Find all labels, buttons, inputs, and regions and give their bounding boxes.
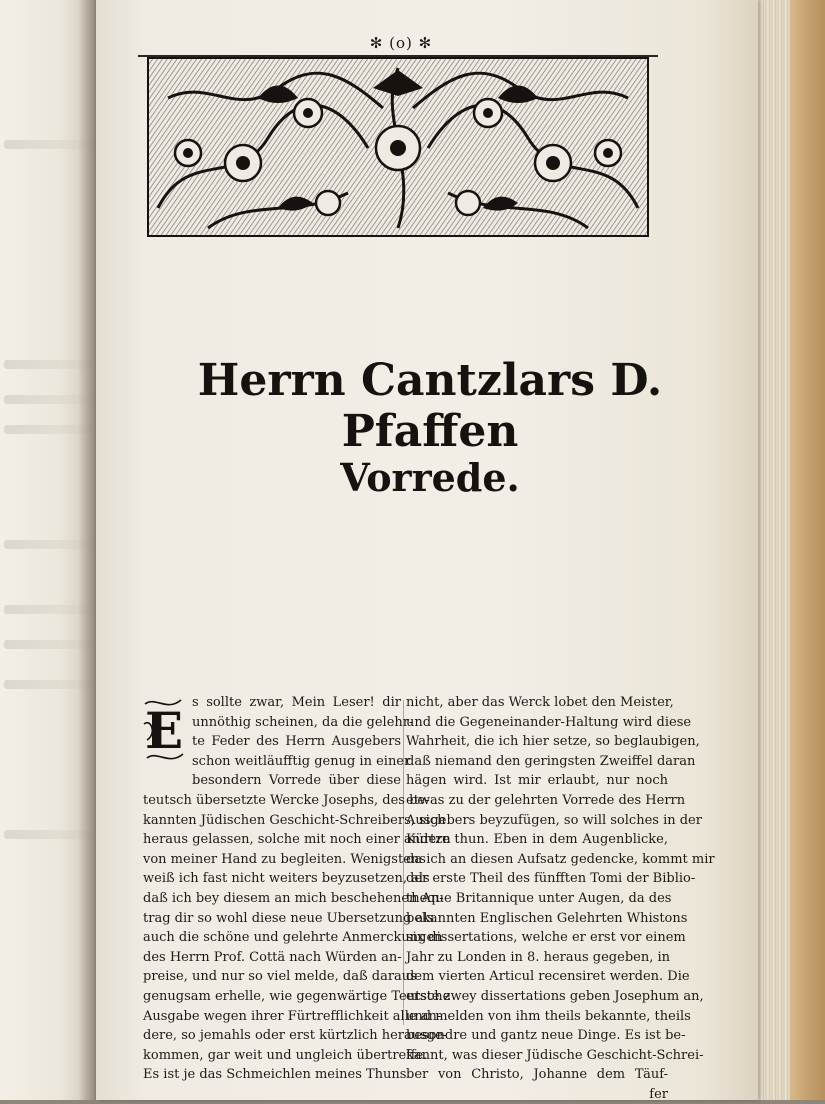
text-line: kommen, gar weit und ungleich übertreffe.: [143, 1047, 428, 1063]
text-line: etwas zu der gelehrten Vorrede des Herrn: [406, 792, 686, 808]
text-line: Jahr zu Londen in 8. heraus gegeben, in: [406, 949, 671, 965]
text-line: Wahrheit, die ich hier setze, so beglaubigen,: [406, 734, 700, 750]
floral-headpiece-ornament: [148, 58, 648, 236]
text-line: von meiner Hand zu begleiten. Wenigstens: [143, 851, 426, 867]
text-line: trag dir so wohl diese neue Ubersetzung als: [143, 910, 435, 926]
text-line: kannt, was dieser Jüdische Geschicht-Schrei-: [406, 1047, 704, 1063]
text-line: heraus gelassen, solche mit noch einer andern: [143, 832, 451, 848]
text-line: te Feder des Herrn Ausgebers: [192, 734, 401, 750]
page-number-text: (o): [389, 34, 413, 52]
text-line: nicht, aber das Werck lobet den Meister,: [406, 695, 674, 710]
text-column-right: [406, 693, 715, 1104]
text-line: besondre und gantz neue Dinge. Es ist be-: [406, 1028, 686, 1044]
column-divider: [403, 700, 404, 1025]
text-column-left: [143, 693, 451, 1085]
text-line: erste zwey dissertations geben Josephum an,: [406, 988, 704, 1004]
text-line: Ausgebers beyzufügen, so will solches in der: [406, 812, 702, 828]
book-fore-edge: [790, 0, 825, 1100]
text-line: Ausgabe wegen ihrer Fürtrefflichkeit alle an-: [143, 1008, 442, 1024]
ornament-star-icon: ✻: [412, 34, 433, 52]
text-line: teutsch übersetzte Wercke Josephs, des be-: [143, 792, 430, 808]
text-line: da ich an diesen Aufsatz gedencke, kommt mir: [406, 851, 715, 867]
text-line: dem vierten Articul recensiret werden. Die: [406, 969, 690, 985]
text-line: unnöthig scheinen, da die gelehr-: [192, 714, 414, 730]
chapter-subtitle: Vorrede.: [340, 455, 520, 500]
text-line: besondern Vorrede über diese: [192, 773, 401, 789]
text-line: hägen wird. Ist mir erlaubt, nur noch: [406, 773, 668, 789]
text-line: daß ich bey diesem an mich beschehenen An-: [143, 890, 444, 906]
text-line: dere, so jemahls oder erst kürtzlich herausge-: [143, 1028, 448, 1044]
text-line: bekannten Englischen Gelehrten Whistons: [406, 910, 688, 926]
ornament-star-icon: ✻: [369, 34, 390, 52]
text-line: der erste Theil des fünfften Tomi der Biblio-: [406, 871, 696, 887]
text-line: schon weitläufftig genug in einer: [192, 753, 411, 769]
text-line: und die Gegeneinander-Haltung wird diese: [406, 714, 692, 730]
chapter-title: Herrn Cantzlars D. Pfaffen: [197, 355, 663, 457]
text-line: s sollte zwar, Mein Leser! dir: [192, 695, 401, 710]
text-line: kannten Jüdischen Geschicht-Schreibers, sich: [143, 812, 446, 828]
text-line: theque Britannique unter Augen, da des: [406, 890, 672, 906]
initial-letter-glyph: E: [144, 701, 184, 760]
header-rule: [138, 55, 658, 57]
text-line: auch die schöne und gelehrte Anmerckungen: [143, 930, 443, 946]
text-line: fer: [649, 1086, 668, 1102]
text-line: genugsam erhelle, wie gegenwärtige Teutsche: [143, 988, 451, 1004]
text-line: preise, und nur so viel melde, daß daraus: [143, 969, 417, 985]
text-line: weiß ich fast nicht weiters beyzusetzen, als: [143, 871, 430, 887]
page-number: [346, 34, 456, 52]
text-line: und melden von ihm theils bekannte, theils: [406, 1008, 691, 1024]
text-line: des Herrn Prof. Cottä nach Würden an-: [143, 949, 402, 965]
text-line: ber von Christo, Johanne dem Täuf-: [406, 1067, 668, 1083]
text-line: Es ist je das Schmeichlen meines Thuns: [143, 1067, 407, 1083]
text-line: Kürtze thun. Eben in dem Augenblicke,: [406, 832, 668, 848]
text-line: daß niemand den geringsten Zweiffel daran: [406, 753, 696, 769]
text-line: six dissertations, welche er erst vor einem: [406, 930, 686, 946]
